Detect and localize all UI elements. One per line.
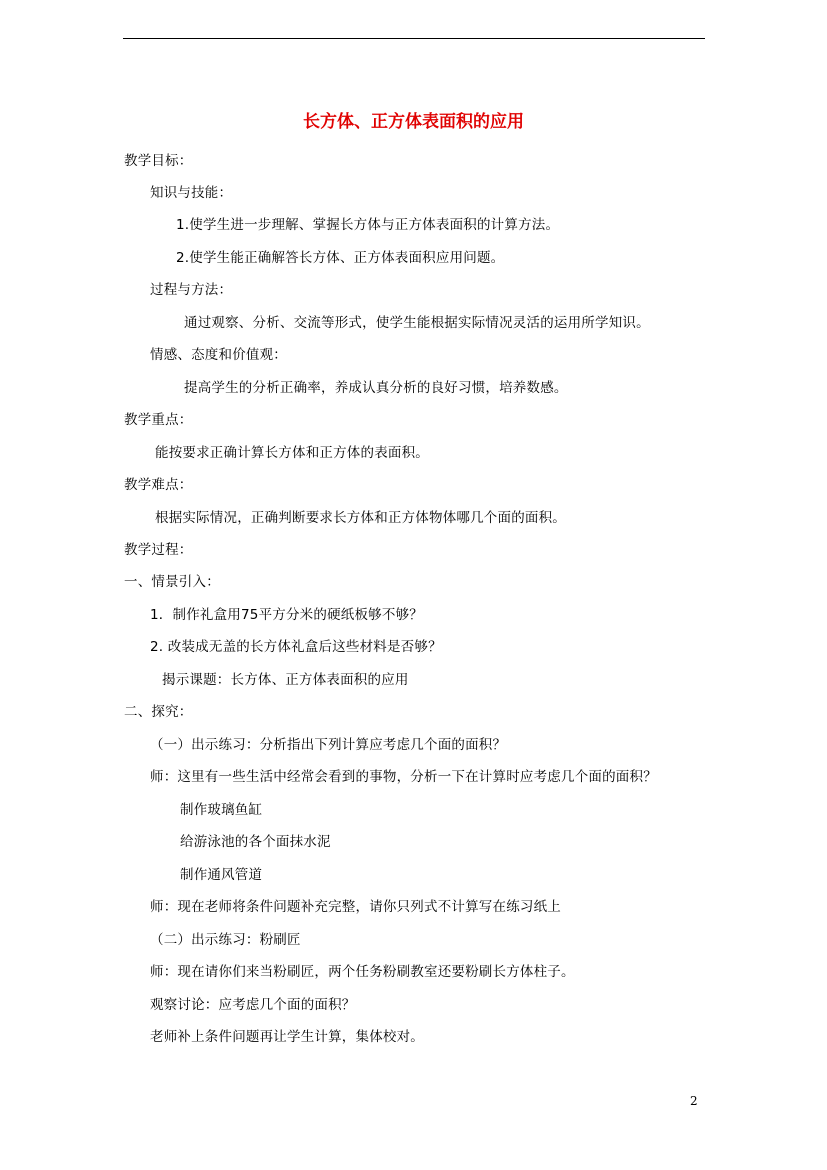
- subheading-knowledge-skills: 知识与技能：: [150, 185, 233, 201]
- section-one-heading: 一、情景引入：: [124, 574, 220, 590]
- teacher-prompt-2: 师：现在老师将条件问题补充完整，请你只列式不计算写在练习纸上: [150, 899, 561, 915]
- teacher-prompt-1: 师：这里有一些生活中经常会看到的事物，分析一下在计算时应考虑几个面的面积？: [150, 769, 657, 785]
- exercise-one-heading: （一）出示练习：分析指出下列计算应考虑几个面的面积？: [150, 737, 507, 753]
- reveal-topic-text: 揭示课题：长方体、正方体表面积的应用: [162, 672, 409, 688]
- section-one-item-2: 2. 改装成无盖的长方体礼盒后这些材料是否够？: [150, 639, 442, 655]
- process-method-text: 通过观察、分析、交流等形式，使学生能根据实际情况灵活的运用所学知识。: [184, 315, 650, 331]
- difficulties-text: 根据实际情况，正确判断要求长方体和正方体物体哪几个面的面积。: [155, 510, 566, 526]
- example-item-swimming-pool: 给游泳池的各个面抹水泥: [180, 834, 331, 850]
- section-one-item-1: 1．制作礼盒用75平方分米的硬纸板够不够？: [150, 607, 423, 623]
- document-title: 长方体、正方体表面积的应用: [303, 112, 524, 132]
- subheading-process-method: 过程与方法：: [150, 282, 233, 298]
- exercise-two-heading: （二）出示练习：粉刷匠: [150, 932, 301, 948]
- subheading-emotion-values: 情感、态度和价值观：: [150, 347, 287, 363]
- page-number: 2: [690, 1094, 698, 1108]
- heading-teaching-process: 教学过程：: [124, 542, 193, 558]
- key-points-text: 能按要求正确计算长方体和正方体的表面积。: [155, 445, 429, 461]
- section-two-heading: 二、探究：: [124, 704, 193, 720]
- example-item-fish-tank: 制作玻璃鱼缸: [180, 802, 263, 818]
- heading-difficulties: 教学难点：: [124, 477, 193, 493]
- objective-item-2: 2.使学生能正确解答长方体、正方体表面积应用问题。: [176, 250, 505, 266]
- header-rule: [123, 38, 705, 39]
- objective-item-1: 1.使学生进一步理解、掌握长方体与正方体表面积的计算方法。: [176, 217, 560, 233]
- emotion-values-text: 提高学生的分析正确率，养成认真分析的良好习惯，培养数感。: [184, 380, 568, 396]
- teacher-summary-text: 老师补上条件问题再让学生计算，集体校对。: [150, 1029, 424, 1045]
- heading-teaching-objectives: 教学目标：: [124, 153, 193, 169]
- heading-key-points: 教学重点：: [124, 412, 193, 428]
- example-item-ventilation-duct: 制作通风管道: [180, 867, 263, 883]
- teacher-prompt-3: 师：现在请你们来当粉刷匠，两个任务粉刷教室还要粉刷长方体柱子。: [150, 964, 575, 980]
- observe-discuss-text: 观察讨论：应考虑几个面的面积？: [150, 997, 356, 1013]
